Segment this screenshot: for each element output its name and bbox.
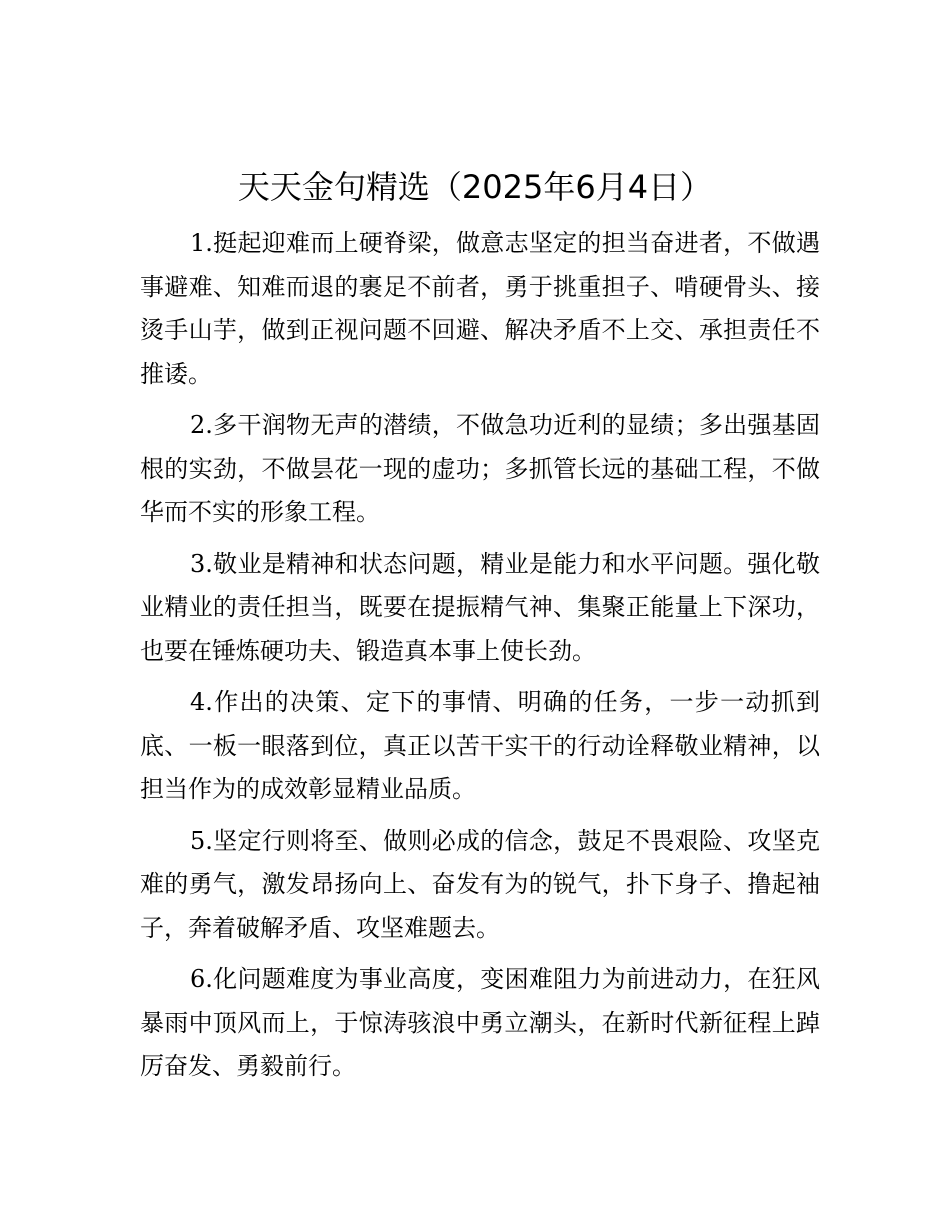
paragraph-5: 5.坚定行则将至、做则必成的信念，鼓足不畏艰险、攻坚克难的勇气，激发昂扬向上、奋发有为的锐气，扑下身子、撸起袖子，奔着破解矛盾、攻坚难题去。 [140,826,820,942]
paragraph-1: 1.挺起迎难而上硬脊梁，做意志坚定的担当奋进者，不做遇事避难、知难而退的裹足不前者，勇于挑重担子、啃硬骨头、接烫手山芋，做到正视问题不回避、解决矛盾不上交、承担责任不推诿。 [140,229,820,388]
paragraph-4: 4.作出的决策、定下的事情、明确的任务，一步一动抓到底、一板一眼落到位，真正以苦干实干的行动诠释敬业精神，以担当作为的成效彰显精业品质。 [140,688,820,803]
page-title: 天天金句精选（2025年6月4日） [237,168,713,206]
document-body [140,222,820,1097]
paragraph-6: 6.化问题难度为事业高度，变困难阻力为前进动力，在狂风暴雨中顶风而上，于惊涛骇浪中勇立潮头，在新时代新征程上踔厉奋发、勇毅前行。 [140,965,820,1080]
paragraph-2: 2.多干润物无声的潜绩，不做急功近利的显绩；多出强基固根的实劲，不做昙花一现的虚功；多抓管长远的基础工程，不做华而不实的形象工程。 [140,411,820,526]
paragraph-3: 3.敬业是精神和状态问题，精业是能力和水平问题。强化敬业精业的责任担当，既要在提振精气神、集聚正能量上下深功，也要在锤炼硬功夫、锻造真本事上使长劲。 [140,549,820,665]
